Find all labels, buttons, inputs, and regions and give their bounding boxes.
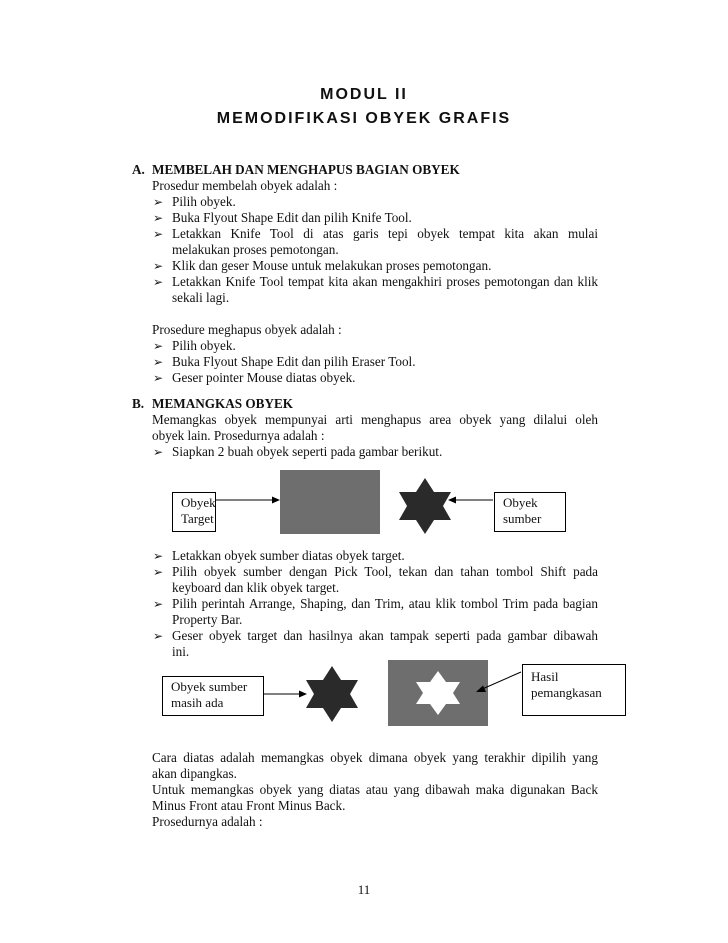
list-item-continuation: sekali lagi. (172, 290, 230, 305)
closing-paragraph-line: akan dipangkas. (152, 766, 237, 781)
module-title: MODUL II (320, 86, 408, 103)
list-item: Pilih perintah Arrange, Shaping, dan Trim, atau klik tombol Trim pada bagian (172, 596, 598, 611)
list-item: Buka Flyout Shape Edit dan pilih Eraser Tool. (172, 354, 416, 369)
section-b-marker: B. (132, 396, 145, 411)
list-item-continuation: melakukan proses pemotongan. (172, 242, 339, 257)
list-item: Geser obyek target dan hasilnya akan tampak seperti pada gambar dibawah (172, 628, 598, 643)
arrow-bullet-icon: ➢ (153, 227, 164, 241)
source-star (399, 478, 451, 534)
arrow-bullet-icon: ➢ (153, 339, 164, 353)
list-item: Pilih obyek. (172, 194, 236, 209)
arrow-left-icon (448, 497, 456, 504)
arrow-bullet-icon: ➢ (153, 371, 164, 385)
section-a-intro: Prosedur membelah obyek adalah : (152, 178, 338, 193)
closing-paragraph-line: Cara diatas adalah memangkas obyek dimana obyek yang terakhir dipilih yang (152, 750, 598, 765)
list-item: Geser pointer Mouse diatas obyek. (172, 370, 356, 385)
list-item-continuation: Property Bar. (172, 612, 243, 627)
list-item: Siapkan 2 buah obyek seperti pada gambar berikut. (172, 444, 443, 459)
arrow-bullet-icon: ➢ (153, 211, 164, 225)
label-remaining-source: Obyek sumber masih ada (162, 676, 264, 716)
list-item: Klik dan geser Mouse untuk melakukan proses pemotongan. (172, 258, 492, 273)
arrow-bullet-icon: ➢ (153, 629, 164, 643)
arrow-bullet-icon: ➢ (153, 549, 164, 563)
page-number: 11 (357, 882, 371, 897)
remaining-source-star (306, 666, 358, 722)
label-target-object: Obyek Target (172, 492, 216, 532)
arrow-bullet-icon: ➢ (153, 445, 164, 459)
list-item: Letakkan Knife Tool di atas garis tepi obyek tempat kita akan mulai (172, 226, 598, 241)
list-item: Pilih obyek sumber dengan Pick Tool, tekan dan tahan tombol Shift pada (172, 564, 598, 579)
target-rectangle (280, 470, 380, 534)
arrow-bullet-icon: ➢ (153, 275, 164, 289)
arrow-bullet-icon: ➢ (153, 597, 164, 611)
module-subtitle: MEMODIFIKASI OBYEK GRAFIS (216, 110, 512, 127)
closing-paragraph-line: Prosedurnya adalah : (152, 814, 263, 829)
list-item: Buka Flyout Shape Edit dan pilih Knife Tool. (172, 210, 412, 225)
closing-paragraph-line: Minus Front atau Front Minus Back. (152, 798, 346, 813)
arrow-right-icon (299, 691, 307, 698)
section-b-intro-cont: obyek lain. Prosedurnya adalah : (152, 428, 325, 443)
list-item-continuation: keyboard dan klik obyek target. (172, 580, 340, 595)
arrow-bullet-icon: ➢ (153, 355, 164, 369)
label-source-object: Obyek sumber (494, 492, 566, 532)
list-item-continuation: ini. (172, 644, 190, 659)
list-item: Pilih obyek. (172, 338, 236, 353)
arrow-right-icon (272, 497, 280, 504)
label-trim-result: Hasil pemangkasan (522, 664, 626, 716)
list-item: Letakkan obyek sumber diatas obyek target. (172, 548, 405, 563)
list-item: Letakkan Knife Tool tempat kita akan mengakhiri proses pemotongan dan klik (172, 274, 598, 289)
section-a-marker: A. (132, 162, 145, 177)
section-b-intro: Memangkas obyek mempunyai arti menghapus area obyek yang dilalui oleh (152, 412, 598, 427)
section-a-intro-2: Prosedure meghapus obyek adalah : (152, 322, 342, 337)
closing-paragraph-line: Untuk memangkas obyek yang diatas atau yang dibawah maka digunakan Back (152, 782, 598, 797)
arrow-bullet-icon: ➢ (153, 565, 164, 579)
arrow-bullet-icon: ➢ (153, 195, 164, 209)
section-b-heading: MEMANGKAS OBYEK (152, 396, 294, 411)
section-a-heading: MEMBELAH DAN MENGHAPUS BAGIAN OBYEK (152, 162, 460, 177)
arrow-bullet-icon: ➢ (153, 259, 164, 273)
